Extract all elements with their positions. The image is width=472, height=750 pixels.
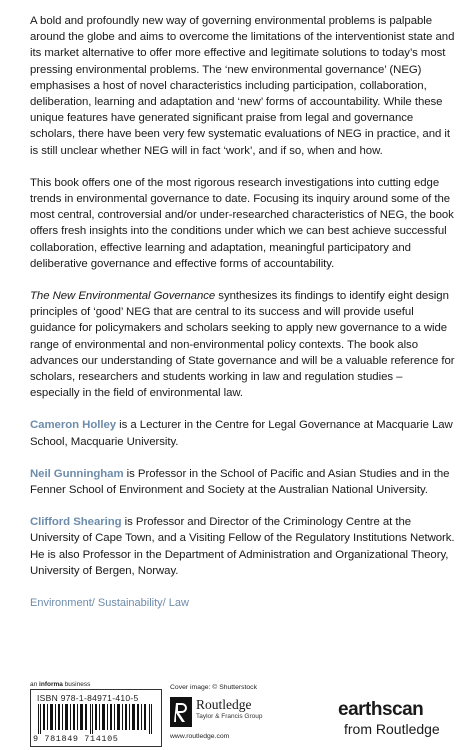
author-bio-1 — [30, 417, 455, 449]
routledge-logo-icon — [170, 697, 192, 727]
back-cover-text — [30, 13, 455, 609]
routledge-subtitle: Taylor & Francis Group — [196, 713, 263, 720]
blurb-paragraph-1: A bold and profoundly new way of governing environmental problems is palpable around the globe and aims to overcome the limitations of the interventionist state and its market alternative to offer more effective and legitimate solutions to today’s most pressing environmental problems. The ‘new environmental governance’ (NEG) emphasises a host of novel characteristics including participation, collaboration, deliberation, learning and adaptation and ‘new’ forms of accountability. While these unique features have generated significant praise from legal and governance scholars, there have been very few systematic evaluations of NEG in practice, and it is still unclear whether NEG will in fact ‘work’, and if so, when and how. — [30, 15, 455, 157]
author-bio-2 — [30, 466, 455, 498]
informa-business-label: an informa business — [30, 681, 91, 688]
routledge-url: www.routledge.com — [170, 733, 230, 740]
isbn-label: ISBN 978-1-84971-410-5 — [37, 693, 139, 703]
barcode-image — [36, 704, 156, 734]
blurb-paragraph-2: This book offers one of the most rigorous research investigations into cutting edge trends in environmental governance to date. Focusing its inquiry around some of the most central, controversial and/or under-researched characteristics of NEG, the book offers fresh insights into the conditions under which we can best achieve successful collaboration, effective learning and adaptation, meaningful participatory and deliberative governance and effective forms of accountability. — [30, 176, 454, 270]
author-name: Clifford Shearing — [30, 516, 122, 529]
cover-image-credit: Cover image: © Shutterstock — [170, 684, 257, 691]
earthscan-logo: earthscan — [338, 699, 424, 720]
author-bio-3 — [30, 514, 455, 579]
blurb-paragraph-3 — [30, 288, 455, 401]
author-name: Neil Gunningham — [30, 467, 124, 480]
barcode-digits: 9 781849 714105 — [33, 734, 119, 744]
blurb-paragraph-3-text: synthesizes its findings to identify eight design principles of ‘good’ NEG that are central to its success and will provide useful guidance for policymakers and scholars seeking to apply new governance to a wide range of environmental and non-environmental policy contexts. The book also advances our understanding of State governance and will be a valuable reference for scholars, researchers and students working in law and regulation studies – especially in the field of environmental law. — [30, 290, 455, 400]
subject-categories: Environment/ Sustainability/ Law — [30, 597, 189, 610]
earthscan-subtitle: from Routledge — [344, 721, 440, 737]
cover-footer — [30, 681, 455, 747]
barcode-block — [30, 689, 162, 747]
book-title: The New Environmental Governance — [30, 290, 216, 303]
routledge-name: Routledge — [196, 697, 252, 712]
author-bio-text: is Professor and Director of the Criminology Centre at the University of Cape Town, and a Visiting Fellow of the Regulatory Institutions Network. He is also Professor in the Department of Administration and Organizational Theory, University of Bergen, Norway. — [30, 516, 455, 577]
author-bio-text: is a Lecturer in the Centre for Legal Governance at Macquarie Law School, Macquarie University. — [30, 419, 453, 448]
author-name: Cameron Holley — [30, 419, 117, 432]
author-bio-text: is Professor in the School of Pacific and Asian Studies and in the Fenner School of Environment and Society at the Australian National University. — [30, 467, 450, 497]
